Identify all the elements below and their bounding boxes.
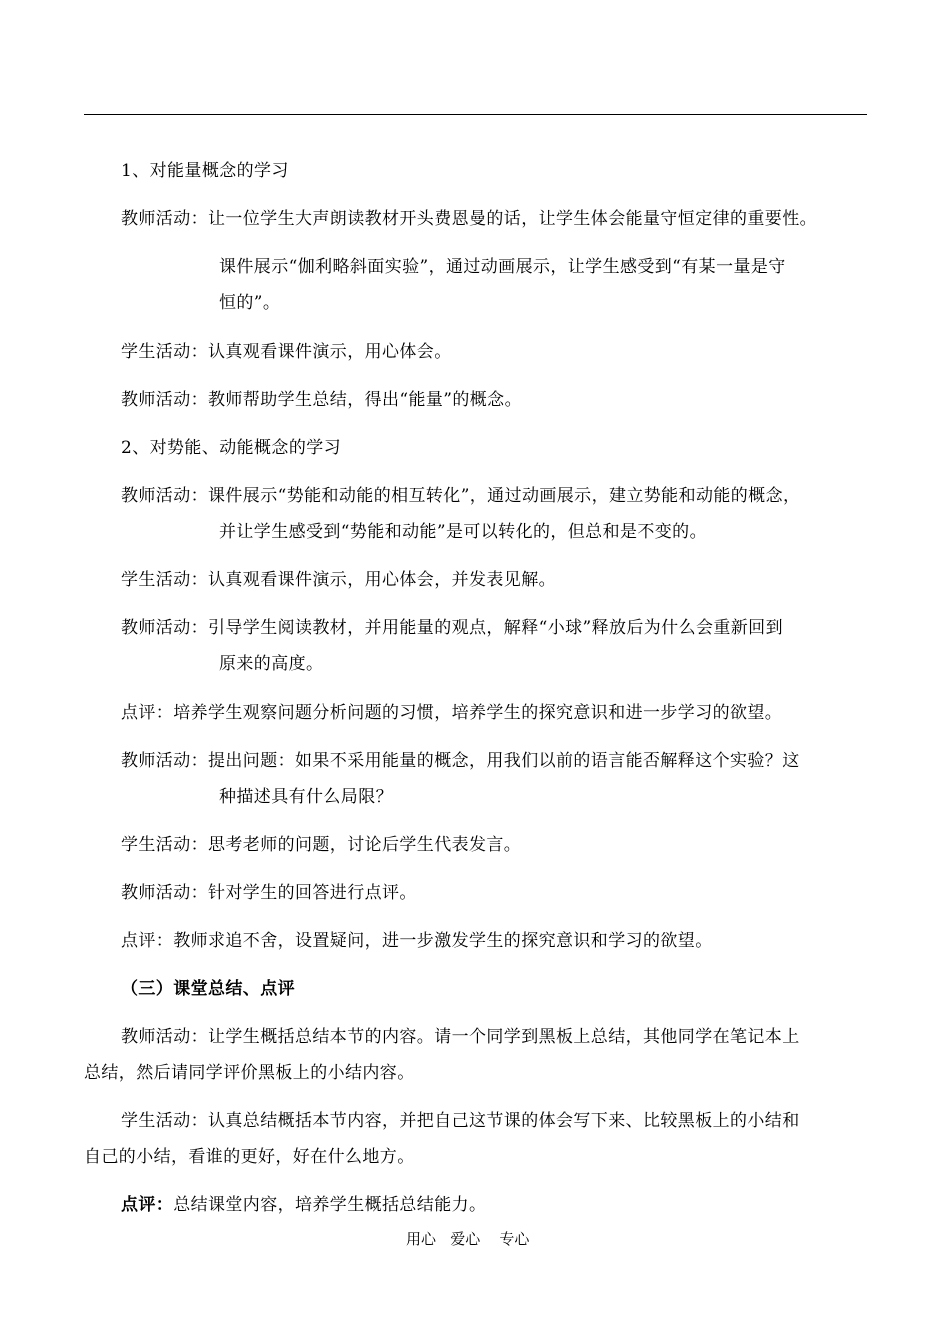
activity-label: 学生活动： [121,1111,208,1131]
activity-label: 学生活动： [121,835,208,855]
paragraph-teacher-activity: 教师活动：教师帮助学生总结，得出“能量”的概念。 [121,390,522,410]
comment-label: 点评： [121,1195,174,1215]
paragraph-continuation: 并让学生感受到“势能和动能”是可以转化的，但总和是不变的。 [219,522,707,542]
paragraph-continuation: 课件展示“伽利略斜面实验”，通过动画展示，让学生感受到“有某一量是守 [219,257,786,277]
activity-label: 教师活动： [121,390,208,410]
activity-label: 教师活动： [121,883,208,903]
paragraph-continuation: 总结，然后请同学评价黑板上的小结内容。 [84,1063,415,1083]
section-heading-energy: 1、对能量概念的学习 [121,161,289,181]
paragraph-teacher-activity: 教师活动：引导学生阅读教材，并用能量的观点，解释“小球”释放后为什么会重新回到 [121,618,783,638]
paragraph-continuation: 自己的小结，看谁的更好，好在什么地方。 [84,1147,415,1167]
activity-label: 教师活动： [121,486,208,506]
paragraph-continuation: 原来的高度。 [219,654,324,674]
paragraph-student-activity: 学生活动：认真总结概括本节内容，并把自己这节课的体会写下来、比较黑板上的小结和 [121,1111,800,1131]
activity-label: 教师活动： [121,209,208,229]
paragraph-teacher-activity: 教师活动：让学生概括总结本节的内容。请一个同学到黑板上总结，其他同学在笔记本上 [121,1027,800,1047]
activity-label: 教师活动： [121,618,208,638]
paragraph-comment: 点评：教师求追不舍，设置疑问，进一步激发学生的探究意识和学习的欲望。 [121,931,713,951]
paragraph-teacher-activity: 教师活动：提出问题：如果不采用能量的概念，用我们以前的语言能否解释这个实验？这 [121,751,800,771]
activity-label: 学生活动： [121,342,208,362]
paragraph-continuation: 种描述具有什么局限？ [219,787,393,807]
header-rule [84,114,867,115]
page-footer: 用心 爱心 专心 [406,1230,530,1248]
comment-label: 点评： [121,931,174,951]
section-heading-summary: （三）课堂总结、点评 [121,979,295,999]
paragraph-teacher-activity: 教师活动：针对学生的回答进行点评。 [121,883,417,903]
paragraph-teacher-activity: 教师活动：课件展示“势能和动能的相互转化”，通过动画展示，建立势能和动能的概念， [121,486,801,506]
paragraph-comment: 点评：培养学生观察问题分析问题的习惯，培养学生的探究意识和进一步学习的欲望。 [121,703,783,723]
activity-label: 教师活动： [121,751,208,771]
paragraph-teacher-activity: 教师活动：让一位学生大声朗读教材开头费恩曼的话，让学生体会能量守恒定律的重要性。 [121,209,817,229]
section-heading-potential-kinetic: 2、对势能、动能概念的学习 [121,438,342,458]
paragraph-student-activity: 学生活动：认真观看课件演示，用心体会。 [121,342,452,362]
activity-label: 教师活动： [121,1027,208,1047]
paragraph-continuation: 恒的”。 [219,293,281,313]
activity-label: 学生活动： [121,570,208,590]
paragraph-student-activity: 学生活动：认真观看课件演示，用心体会，并发表见解。 [121,570,556,590]
paragraph-student-activity: 学生活动：思考老师的问题，讨论后学生代表发言。 [121,835,522,855]
paragraph-comment: 点评：总结课堂内容，培养学生概括总结能力。 [121,1195,487,1215]
comment-label: 点评： [121,703,174,723]
